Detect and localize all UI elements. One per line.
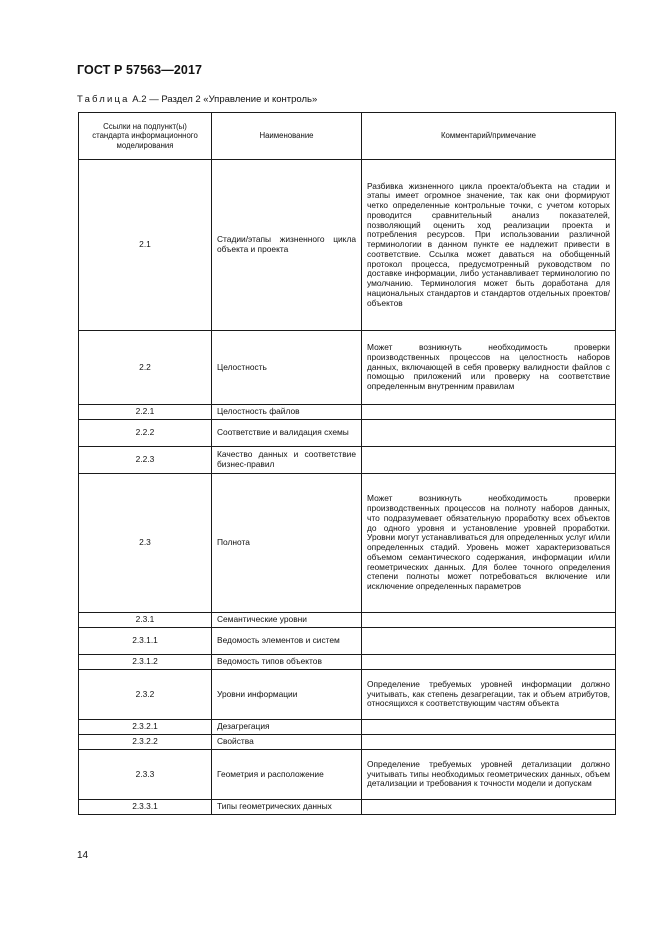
table-header-row (79, 113, 616, 160)
row-name: Дезагрегация (212, 720, 362, 735)
row-comment: Может возникнуть необходимость проверки производственных процессов на полноту наборов данных, что подразумевает обязательную проработку всех объектов до одного уровня и установление уровней проработки. Уровни могут устанавливаться для определенных услуг и/или определенных стадий. Уровень может характеризоваться объемом семантического содержания, информации и/или геометрических данных. Для более точного определения степени полноты может потребоваться включение или исключение определенных параметров (362, 474, 616, 613)
row-reference: 2.3.1.2 (79, 655, 212, 670)
table-row (79, 655, 616, 670)
row-comment (362, 735, 616, 750)
table-caption-title: А.2 — Раздел 2 «Управление и контроль» (129, 94, 318, 105)
row-comment (362, 720, 616, 735)
row-reference: 2.3.2.2 (79, 735, 212, 750)
row-reference: 2.3.2.1 (79, 720, 212, 735)
requirements-table (78, 112, 616, 815)
row-comment (362, 405, 616, 420)
row-name: Уровни информации (212, 670, 362, 720)
row-comment (362, 613, 616, 628)
row-reference: 2.2 (79, 331, 212, 405)
column-header-comment: Комментарий/примечание (362, 113, 616, 160)
row-reference: 2.3.1.1 (79, 628, 212, 655)
table-row (79, 160, 616, 331)
row-comment: Определение требуемых уровней информации должно учитывать, как степень дезагрегации, так и объем атрибутов, относящихся к соответствующим частям объекта (362, 670, 616, 720)
row-reference: 2.3 (79, 474, 212, 613)
table-row (79, 735, 616, 750)
row-comment: Разбивка жизненного цикла проекта/объекта на стадии и этапы имеет огромное значение, так как они формируют четко определенные контрольные точки, с учетом которых проводится сравнительный анализ показателей, позволяющий оценить ход реализации проекта и потребления ресурсов. При использовании различной терминологии в данном пункте ее надлежит привести в соответствие. Ссылка может даваться на обобщенный протокол процесса, предусмотренный руководством по доставке информации, либо устанавливает терминологию по умолчанию. Терминология может быть доработана для национальных стандартов и стандартов отдельных проектов/объектов (362, 160, 616, 331)
table-row (79, 405, 616, 420)
row-comment (362, 420, 616, 447)
row-name: Стадии/этапы жизненного цикла объекта и проекта (212, 160, 362, 331)
column-header-name: Наименование (212, 113, 362, 160)
row-comment (362, 655, 616, 670)
row-name: Целостность (212, 331, 362, 405)
row-reference: 2.2.1 (79, 405, 212, 420)
table-row (79, 447, 616, 474)
table-row (79, 720, 616, 735)
row-name: Целостность файлов (212, 405, 362, 420)
row-reference: 2.1 (79, 160, 212, 331)
row-reference: 2.2.2 (79, 420, 212, 447)
row-reference: 2.3.2 (79, 670, 212, 720)
table-row (79, 800, 616, 815)
row-reference: 2.3.1 (79, 613, 212, 628)
row-name: Качество данных и соответствие бизнес-правил (212, 447, 362, 474)
column-header-reference: Ссылки на подпункт(ы) стандарта информационного моделирования (79, 113, 212, 160)
table-caption (77, 94, 317, 105)
table-row (79, 613, 616, 628)
row-name: Соответствие и валидация схемы (212, 420, 362, 447)
row-name: Полнота (212, 474, 362, 613)
row-comment: Определение требуемых уровней детализации должно учитывать типы необходимых геометрических данных, объем детализации и требования к точности модели и допускам (362, 750, 616, 800)
row-name: Типы геометрических данных (212, 800, 362, 815)
table-row (79, 670, 616, 720)
page-number: 14 (77, 850, 89, 861)
row-name: Свойства (212, 735, 362, 750)
row-reference: 2.2.3 (79, 447, 212, 474)
row-name: Геометрия и расположение (212, 750, 362, 800)
row-comment (362, 447, 616, 474)
table-row (79, 474, 616, 613)
row-name: Ведомость элементов и систем (212, 628, 362, 655)
table-row (79, 420, 616, 447)
document-code: ГОСТ Р 57563—2017 (77, 63, 203, 77)
table-caption-prefix: Таблица (77, 94, 130, 105)
row-reference: 2.3.3.1 (79, 800, 212, 815)
row-comment (362, 800, 616, 815)
row-reference: 2.3.3 (79, 750, 212, 800)
table-row (79, 331, 616, 405)
row-comment: Может возникнуть необходимость проверки производственных процессов на целостность наборов данных, включающей в себя проверку валидности файлов с помощью приложений или проверку на соответствие определенным внутренним правилам (362, 331, 616, 405)
row-name: Семантические уровни (212, 613, 362, 628)
row-name: Ведомость типов объектов (212, 655, 362, 670)
row-comment (362, 628, 616, 655)
table-row (79, 628, 616, 655)
table-row (79, 750, 616, 800)
